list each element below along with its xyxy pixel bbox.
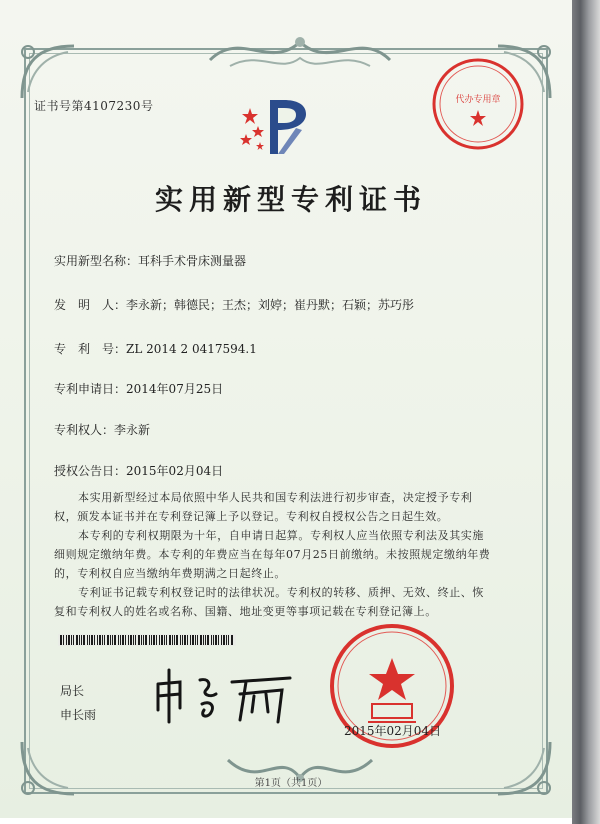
signatory-title: 局长 [60,684,85,698]
utility-model-name-row [54,252,246,269]
statement-paragraph: 本实用新型经过本局依照中华人民共和国专利法进行初步审查，决定授予专利权，颁发本证书并在专利登记簿上予以登记。专利权自授权公告之日起生效。 [54,491,473,523]
filing-date-value: 2014年07月25日 [126,382,224,396]
utility-model-name-label: 实用新型名称： [54,254,139,268]
record-paragraph: 专利证书记载专利权登记时的法律状况。专利权的转移、质押、无效、终止、恢复和专利权人的姓名或名称、国籍、地址变更等事项记载在专利登记簿上。 [54,586,484,618]
patent-office-logo-icon [236,90,316,160]
patent-number-row [54,340,257,357]
page-footer: 第1页（共1页） [254,778,328,789]
grant-date-row [54,462,223,479]
scan-edge [572,0,600,824]
inventors-row [54,296,414,313]
inventors-label: 发 明 人： [54,298,127,312]
patent-number-label: 专 利 号： [54,342,127,356]
top-ornament-icon [200,30,400,80]
patentee-row [54,421,150,438]
handwritten-signature [150,660,300,730]
certificate-title: 实用新型专利证书 [154,183,427,216]
grant-date-value: 2015年02月04日 [126,464,224,478]
filing-date-row [54,380,223,397]
svg-text:代办专用章: 代办专用章 [455,95,501,105]
patent-number-value: ZL 2014 2 0417594.1 [126,342,257,356]
seal-date: 2015年02月04日 [344,724,442,738]
certificate-number: 证书号第4107230号 [34,99,154,113]
barcode [58,634,236,646]
term-paragraph: 本专利的专利权期限为十年，自申请日起算。专利权人应当依照专利法及其实施细则规定缴纳年费。本专利的年费应当在每年07月25日前缴纳。未按照规定缴纳年费的，专利权自应当缴纳年费期满之日起终止。 [54,529,491,580]
utility-model-name-value: 耳科手术骨床测量器 [138,254,247,268]
patentee-value: 李永新 [114,423,151,437]
inventors-value: 李永新；韩德民；王杰；刘婷；崔丹默；石颖；苏巧彤 [126,298,415,312]
agency-seal-icon [430,56,526,152]
corner-ornament-icon [18,42,78,102]
filing-date-label: 专利申请日： [54,382,127,396]
corner-ornament-icon [494,738,554,798]
signatory-name: 申长雨 [60,708,97,722]
corner-ornament-icon [18,738,78,798]
grant-date-label: 授权公告日： [54,464,127,478]
patentee-label: 专利权人： [54,423,115,437]
